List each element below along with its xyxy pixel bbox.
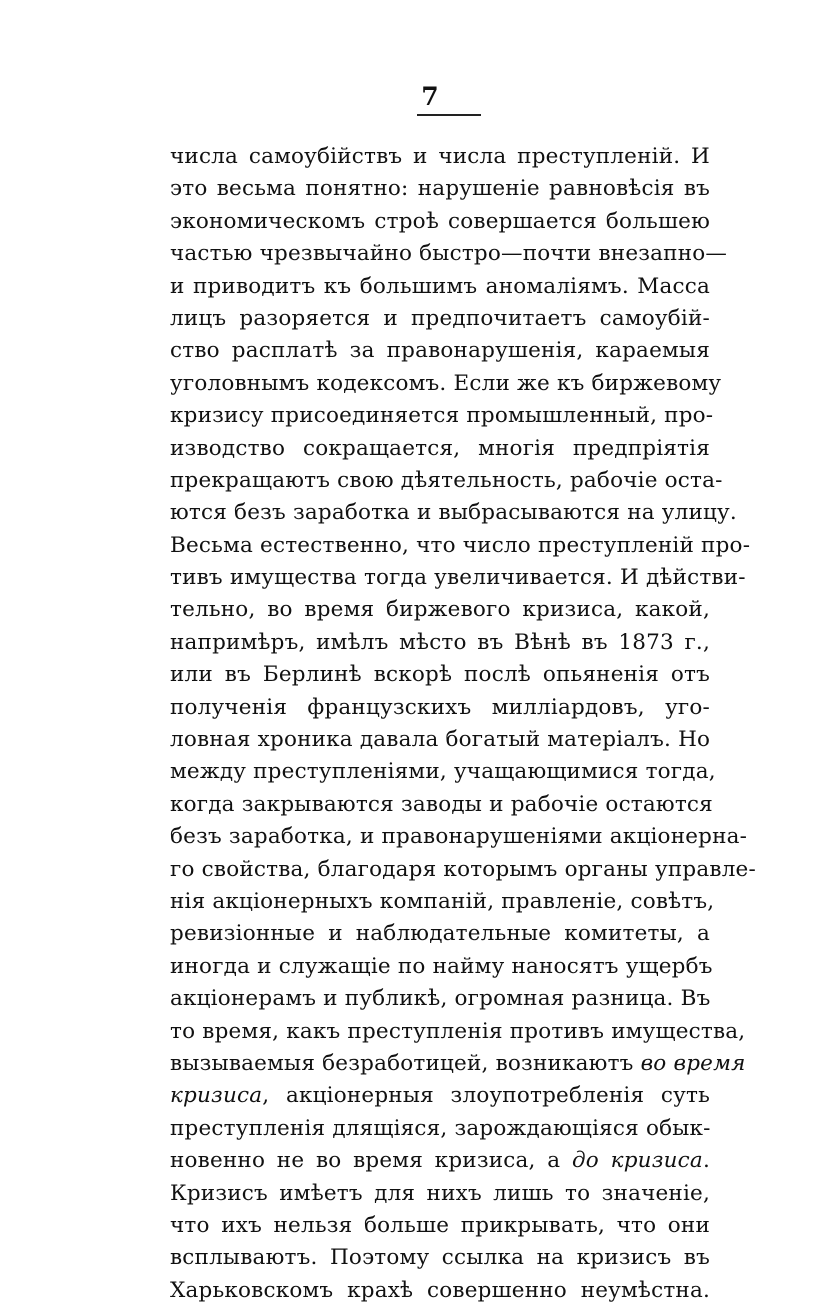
text-line: напримѣръ, имѣлъ мѣсто въ Вѣнѣ въ 1873 г., xyxy=(170,629,710,655)
text-line: ются безъ заработка и выбрасываются на улицу. xyxy=(170,500,737,526)
body-text xyxy=(170,141,756,1307)
text-span: новенно не во время кризиса, а xyxy=(170,1148,572,1174)
text-line: тивъ имущества тогда увеличивается. И дѣйстви- xyxy=(170,565,746,591)
italic-span: во время xyxy=(640,1050,746,1076)
text-line: полученія французскихъ милліардовъ, уго- xyxy=(170,694,710,720)
text-line: частью чрезвычайно быстро—почти внезапно— xyxy=(170,241,728,267)
text-line: то время, какъ преступленія противъ имущества, xyxy=(170,1018,746,1044)
text-line: Харьковскомъ крахѣ совершенно неумѣстна. xyxy=(170,1277,710,1303)
italic-span: кризиса xyxy=(170,1083,263,1109)
text-line: ревизіонные и наблюдательные комитеты, а xyxy=(170,921,710,947)
page-number-rule xyxy=(417,114,481,116)
text-line: акціонерамъ и публикѣ, огромная разница. Въ xyxy=(170,986,711,1012)
text-line: безъ заработка, и правонарушеніями акціонерна- xyxy=(170,824,748,850)
text-line: когда закрываются заводы и рабочіе остаются xyxy=(170,791,713,817)
text-line: ловная хроника давала богатый матеріалъ. Но xyxy=(170,727,711,753)
text-line: изводство сокращается, многія предпріятія xyxy=(170,435,710,461)
text-line: тельно, во время биржевого кризиса, какой, xyxy=(170,597,710,623)
text-line-with-italic xyxy=(170,1080,710,1112)
italic-span: до кризиса xyxy=(571,1148,703,1174)
text-span: , акціонерныя злоупотребленія суть xyxy=(262,1083,710,1109)
text-line: и приводитъ къ большимъ аномаліямъ. Масса xyxy=(170,273,710,299)
text-line: кризису присоединяется промышленный, про- xyxy=(170,403,714,429)
text-line: или въ Берлинѣ вскорѣ послѣ опьяненія отъ xyxy=(170,662,710,688)
text-line: ство расплатѣ за правонарушенія, караемыя xyxy=(170,338,710,364)
text-line: преступленія длящіяся, зарождающіяся обык- xyxy=(170,1115,711,1141)
text-line: Весьма естественно, что число преступленій про- xyxy=(170,532,751,558)
text-line: прекращаютъ свою дѣятельность, рабочіе оста- xyxy=(170,467,723,493)
text-line: всплываютъ. Поэтому ссылка на кризисъ въ xyxy=(170,1245,710,1271)
text-line: экономическомъ строѣ совершается большею xyxy=(170,208,710,234)
text-line: иногда и служащіе по найму наносятъ ущербъ xyxy=(170,953,713,979)
text-line: го свойства, благодаря которымъ органы управле- xyxy=(170,856,756,882)
text-line: что ихъ нельзя больше прикрывать, что они xyxy=(170,1212,710,1238)
text-line: между преступленіями, учащающимися тогда, xyxy=(170,759,716,785)
text-line: уголовнымъ кодексомъ. Если же къ биржевому xyxy=(170,370,722,396)
text-span: вызываемыя безработицей, возникаютъ xyxy=(170,1050,641,1076)
text-line: нія акціонерныхъ компаній, правленіе, совѣтъ, xyxy=(170,888,715,914)
text-line: Кризисъ имѣетъ для нихъ лишь то значеніе, xyxy=(170,1180,710,1206)
text-line: числа самоубійствъ и числа преступленій. И xyxy=(170,144,710,169)
text-line-with-italic xyxy=(170,1145,710,1177)
text-line: это весьма понятно: нарушеніе равновѣсія въ xyxy=(170,176,710,202)
page-number: 7 xyxy=(421,82,439,111)
text-line-with-italic xyxy=(170,1048,746,1080)
text-line: лицъ разоряется и предпочитаетъ самоубій- xyxy=(170,305,710,331)
text-span: . xyxy=(702,1148,710,1174)
